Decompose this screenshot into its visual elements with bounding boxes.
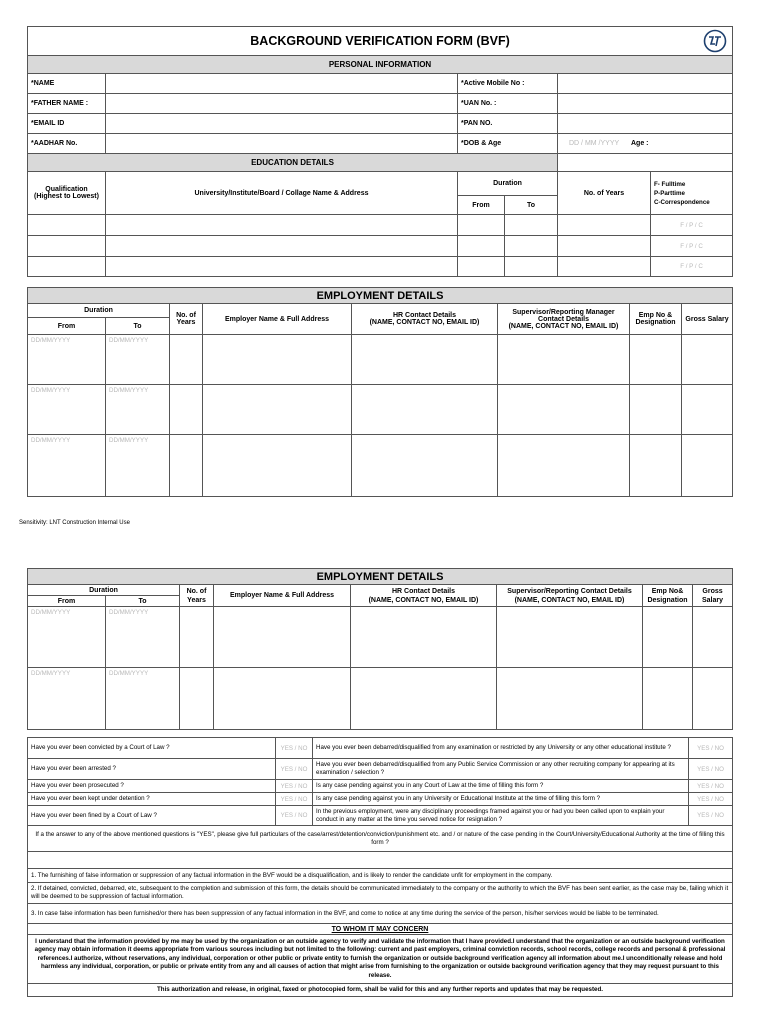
form-title-cell <box>28 27 733 56</box>
emp2-to-cell[interactable]: DD/MM/YYYY <box>106 607 180 668</box>
edu-duration-header: Duration <box>458 172 558 196</box>
emp2-duration-header: Duration <box>28 585 180 596</box>
yes-no-answer[interactable]: YES / NO <box>689 738 733 759</box>
emp-to-cell[interactable]: DD/MM/YYYY <box>106 385 170 435</box>
edu-university-cell[interactable] <box>106 236 458 257</box>
email-label: *EMAIL ID <box>28 114 106 134</box>
emp2-supervisor-header: Supervisor/Reporting Contact Details (NAME, CONTACT NO, EMAIL ID) <box>497 585 643 607</box>
edu-university-cell[interactable] <box>106 257 458 277</box>
emp-years-cell[interactable] <box>170 435 203 497</box>
emp-supervisor-header: Supervisor/Reporting Manager Contact Details (NAME, CONTACT NO, EMAIL ID) <box>498 304 630 335</box>
yes-no-answer[interactable]: YES / NO <box>276 780 313 793</box>
employment-table-1 <box>27 287 732 497</box>
emp-years-cell[interactable] <box>170 335 203 385</box>
mode-legend: F- Fulltime P-Parttime C-Correspondence <box>651 172 733 215</box>
edu-qualification-cell[interactable] <box>28 215 106 236</box>
emp-from-cell[interactable]: DD/MM/YYYY <box>28 435 106 497</box>
question-right: Have you ever been debarred/disqualified from any Public Service Commission or any other recruiting company for appearing at its examination / selection ? <box>313 759 689 780</box>
emp2-salary-cell[interactable] <box>693 668 733 730</box>
yes-no-answer[interactable]: YES / NO <box>689 793 733 806</box>
concern-body: I understand that the information provided by me may be used by the organization or an outside agency to verify and validate the information that I have provided.I understand that the organization or an outside background verification agency may obtain information it deems appropriate from various sources including but not limited to the following: current and past employers, criminal conviction records, school records, college records and personal & professional references.I authorize, without reservations, any individual, corporation or other public or private entity to furnish the organization or outside background verification agency all information about me.I unconditionally release and hold harmless any individual, corporation, or public or private entity from any and all causes of action that might arise from furnishing to the organization or outside background verification agency that they may request pursuant to this release. <box>28 935 733 984</box>
edu-university-cell[interactable] <box>106 215 458 236</box>
edu-qualification-cell[interactable] <box>28 236 106 257</box>
uan-label: *UAN No. : <box>458 94 558 114</box>
emp-from-cell[interactable]: DD/MM/YYYY <box>28 335 106 385</box>
note-1: 1. The furnishing of false information or suppression of any factual information in the BVF would be a disqualification, and is likely to render the candidate unfit for employment in the company. <box>28 869 733 883</box>
emp2-hr-cell[interactable] <box>351 668 497 730</box>
emp-to-header: To <box>106 318 170 335</box>
emp-no-cell[interactable] <box>630 385 682 435</box>
edu-to-cell[interactable] <box>505 257 558 277</box>
edu-years-cell[interactable] <box>558 215 651 236</box>
edu-to-header: To <box>505 196 558 215</box>
form-title: BACKGROUND VERIFICATION FORM (BVF) <box>250 34 510 48</box>
emp2-years-header: No. of Years <box>180 585 214 607</box>
edu-years-cell[interactable] <box>558 236 651 257</box>
yes-no-answer[interactable]: YES / NO <box>689 806 733 826</box>
emp2-supervisor-cell[interactable] <box>497 668 643 730</box>
aadhar-field[interactable] <box>106 134 458 154</box>
emp-salary-header: Gross Salary <box>682 304 733 335</box>
edu-from-header: From <box>458 196 505 215</box>
age-label: Age : <box>631 140 649 147</box>
emp2-from-cell[interactable]: DD/MM/YYYY <box>28 668 106 730</box>
personal-info-header: PERSONAL INFORMATION <box>28 56 733 74</box>
emp2-employer-header: Employer Name & Full Address <box>214 585 351 607</box>
particulars-field[interactable] <box>28 852 733 869</box>
question-right: In the previous employment, were any disciplinary proceedings framed against you or had you been called upon to explain your conduct in any matter at the time you served notice for resignation ? <box>313 806 689 826</box>
emp-supervisor-cell[interactable] <box>498 435 630 497</box>
dob-age-field[interactable] <box>558 134 733 154</box>
email-field[interactable] <box>106 114 458 134</box>
emp2-salary-header: Gross Salary <box>693 585 733 607</box>
emp-duration-header: Duration <box>28 304 170 318</box>
edu-from-cell[interactable] <box>458 215 505 236</box>
edu-years-header: No. of Years <box>558 172 651 215</box>
yes-no-answer[interactable]: YES / NO <box>276 793 313 806</box>
edu-qualification-cell[interactable] <box>28 257 106 277</box>
employment-header-1: EMPLOYMENT DETAILS <box>28 288 733 304</box>
lt-logo-icon <box>703 29 727 53</box>
edu-to-cell[interactable] <box>505 215 558 236</box>
emp2-no-cell[interactable] <box>643 668 693 730</box>
bvf-form-page1 <box>27 26 732 277</box>
emp2-salary-cell[interactable] <box>693 607 733 668</box>
emp-supervisor-cell[interactable] <box>498 385 630 435</box>
emp2-employer-cell[interactable] <box>214 607 351 668</box>
edu-to-cell[interactable] <box>505 236 558 257</box>
question-left: Have you ever been kept under detention ? <box>28 793 276 806</box>
university-header: University/Institute/Board / Collage Name & Address <box>106 172 458 215</box>
emp2-years-cell[interactable] <box>180 607 214 668</box>
emp-to-cell[interactable]: DD/MM/YYYY <box>106 335 170 385</box>
emp2-years-cell[interactable] <box>180 668 214 730</box>
if-yes-instructions: If a the answer to any of the above mentioned questions is "YES", please give full particulars of the case/arrest/detention/conviction/punishment etc. and / or nature of the case pending in the Court/University/Educational Authority at the time of filling this form ? <box>28 826 733 852</box>
father-name-label: *FATHER NAME : <box>28 94 106 114</box>
yes-no-answer[interactable]: YES / NO <box>689 759 733 780</box>
emp2-supervisor-cell[interactable] <box>497 607 643 668</box>
emp-salary-cell[interactable] <box>682 335 733 385</box>
yes-no-answer[interactable]: YES / NO <box>689 780 733 793</box>
question-right: Is any case pending against you in any University or Educational Institute at the time of filling this form ? <box>313 793 689 806</box>
validity-statement: This authorization and release, in original, faxed or photocopied form, shall be valid for this and any further reports and updates that may be requested. <box>28 984 733 997</box>
emp2-no-cell[interactable] <box>643 607 693 668</box>
mobile-field[interactable] <box>558 74 733 94</box>
edu-from-cell[interactable] <box>458 257 505 277</box>
emp2-from-header: From <box>28 596 106 607</box>
pan-label: *PAN NO. <box>458 114 558 134</box>
emp2-hr-header: HR Contact Details (NAME, CONTACT NO, EMAIL ID) <box>351 585 497 607</box>
emp-supervisor-cell[interactable] <box>498 335 630 385</box>
concern-heading: TO WHOM IT MAY CONCERN <box>28 924 733 935</box>
emp-no-cell[interactable] <box>630 335 682 385</box>
yes-no-answer[interactable]: YES / NO <box>276 759 313 780</box>
name-label: *NAME <box>28 74 106 94</box>
emp2-hr-cell[interactable] <box>351 607 497 668</box>
emp-hr-header: HR Contact Details (NAME, CONTACT NO, EMAIL ID) <box>352 304 498 335</box>
emp2-employer-cell[interactable] <box>214 668 351 730</box>
dob-placeholder: DD / MM /YYYY <box>569 140 620 147</box>
edu-mode-cell[interactable]: F / P / C <box>651 236 733 257</box>
emp2-to-header: To <box>106 596 180 607</box>
employment-table-2 <box>27 568 732 730</box>
note-2: 2. If detained, convicted, debarred, etc, subsequent to the completion and submission of this form, the details should be communicated immediately to the company or the authority to which the BVF has been sent earlier, as the case may be, failing which it will be deemed to be suppression of factual information. <box>28 883 733 904</box>
emp2-no-header: Emp No& Designation <box>643 585 693 607</box>
emp2-to-cell[interactable]: DD/MM/YYYY <box>106 668 180 730</box>
emp-from-cell[interactable]: DD/MM/YYYY <box>28 385 106 435</box>
emp-no-header: Emp No & Designation <box>630 304 682 335</box>
emp-years-header: No. of Years <box>170 304 203 335</box>
emp2-from-cell[interactable]: DD/MM/YYYY <box>28 607 106 668</box>
yes-no-answer[interactable]: YES / NO <box>276 738 313 759</box>
question-left: Have you ever been convicted by a Court of Law ? <box>28 738 276 759</box>
qualification-header: Qualification (Highest to Lowest) <box>28 172 106 215</box>
dob-label: *DOB & Age <box>458 134 558 154</box>
edu-mode-cell[interactable]: F / P / C <box>651 257 733 277</box>
question-left: Have you ever been arrested ? <box>28 759 276 780</box>
emp-employer-cell[interactable] <box>203 335 352 385</box>
edu-from-cell[interactable] <box>458 236 505 257</box>
emp-years-cell[interactable] <box>170 385 203 435</box>
father-name-field[interactable] <box>106 94 458 114</box>
edu-mode-cell[interactable]: F / P / C <box>651 215 733 236</box>
sensitivity-label: Sensitivity: LNT Construction Internal Use <box>19 520 130 526</box>
employment-header-2: EMPLOYMENT DETAILS <box>28 569 733 585</box>
emp-no-cell[interactable] <box>630 435 682 497</box>
mobile-label: *Active Mobile No : <box>458 74 558 94</box>
yes-no-answer[interactable]: YES / NO <box>276 806 313 826</box>
question-right: Is any case pending against you in any Court of Law at the time of filling this form ? <box>313 780 689 793</box>
question-right: Have you ever been debarred/disqualified from any examination or restricted by any University or any other educational institute ? <box>313 738 689 759</box>
name-field[interactable] <box>106 74 458 94</box>
emp-employer-cell[interactable] <box>203 435 352 497</box>
declaration-questions <box>27 737 732 997</box>
aadhar-label: *AADHAR No. <box>28 134 106 154</box>
question-left: Have you ever been prosecuted ? <box>28 780 276 793</box>
emp-salary-cell[interactable] <box>682 385 733 435</box>
note-3: 3. In case false information has been furnished/or there has been suppression of any factual information in the BVF, and come to notice at any time during the service of the person, his/her services would be liable to be terminated. <box>28 904 733 924</box>
education-header: EDUCATION DETAILS <box>28 154 558 172</box>
uan-field[interactable] <box>558 94 733 114</box>
edu-years-cell[interactable] <box>558 257 651 277</box>
emp-hr-cell[interactable] <box>352 335 498 385</box>
emp-employer-cell[interactable] <box>203 385 352 435</box>
question-left: Have you ever been fined by a Court of Law ? <box>28 806 276 826</box>
emp-hr-cell[interactable] <box>352 385 498 435</box>
emp-from-header: From <box>28 318 106 335</box>
emp-to-cell[interactable]: DD/MM/YYYY <box>106 435 170 497</box>
emp-employer-header: Employer Name & Full Address <box>203 304 352 335</box>
emp-salary-cell[interactable] <box>682 435 733 497</box>
emp-hr-cell[interactable] <box>352 435 498 497</box>
pan-field[interactable] <box>558 114 733 134</box>
